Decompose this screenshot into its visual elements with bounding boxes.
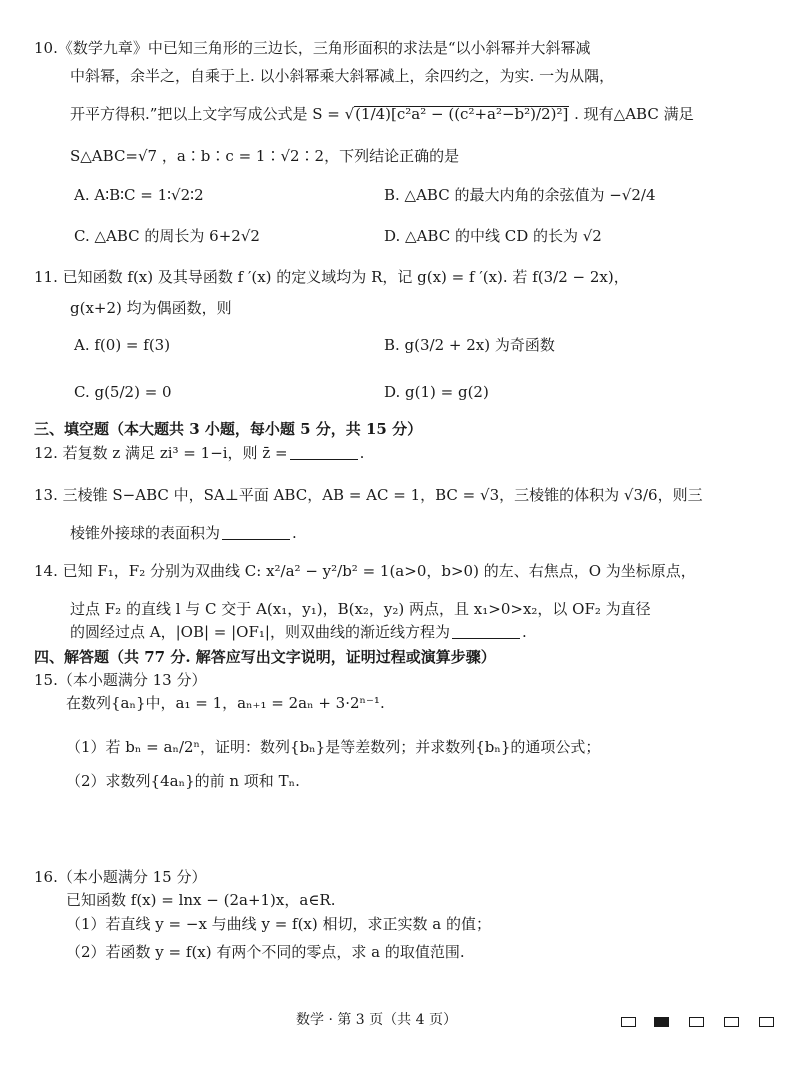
q10-line3-end: . 现有△ABC 满足 xyxy=(574,105,694,123)
page-indicator-5 xyxy=(759,1017,774,1027)
q15-part2: （2）求数列{4aₙ}的前 n 项和 Tₙ. xyxy=(66,772,300,790)
q16-part2: （2）若函数 y = f(x) 有两个不同的零点，求 a 的取值范围. xyxy=(66,943,465,961)
q16-heading: 16.（本小题满分 15 分） xyxy=(34,868,207,886)
q13-line2: 棱锥外接球的表面积为 . xyxy=(70,524,297,542)
q10-option-b: B. △ABC 的最大内角的余弦值为 −√2/4 xyxy=(384,186,656,204)
q16-line1: 已知函数 f(x) = lnx − (2a+1)x，a∈R. xyxy=(66,891,336,909)
q10-line4: S△ABC=√7 ，a∶b∶c = 1∶√2∶2，下列结论正确的是 xyxy=(70,147,460,165)
q10-option-d: D. △ABC 的中线 CD 的长为 √2 xyxy=(384,227,602,245)
page-footer: 数学 · 第 3 页（共 4 页） xyxy=(296,1012,457,1028)
q14-line1: 14. 已知 F₁，F₂ 分别为双曲线 C: x²/a² − y²/b² = 1(a>0，b>0) 的左、右焦点，O 为坐标原点， xyxy=(34,562,696,580)
q10-option-a: A. A∶B∶C = 1∶√2∶2 xyxy=(74,186,204,204)
q12-text: 12. 若复数 z 满足 zi³ = 1−i，则 z̄ = xyxy=(34,444,288,462)
q10-line2: 中斜幂，余半之，自乘于上. 以小斜幂乘大斜幂减上，余四约之，为实. 一为从隅， xyxy=(70,67,615,85)
q11-line2: g(x+2) 均为偶函数，则 xyxy=(70,299,232,317)
section-4-heading: 四、解答题（共 77 分. 解答应写出文字说明，证明过程或演算步骤） xyxy=(34,648,496,666)
q11-line1: 11. 已知函数 f(x) 及其导函数 f ′(x) 的定义域均为 R，记 g(x) = f ′(x). 若 f(3/2 − 2x)， xyxy=(34,268,629,286)
heron-formula: √(1/4)[c²a² − ((c²+a²−b²)/2)²] xyxy=(344,105,569,123)
q10-line3-text: 开平方得积.”把以上文字写成公式是 S = xyxy=(70,105,340,123)
q15-heading: 15.（本小题满分 13 分） xyxy=(34,671,207,689)
q12-line: 12. 若复数 z 满足 zi³ = 1−i，则 z̄ = . xyxy=(34,444,365,462)
q13-answer-blank[interactable] xyxy=(222,523,290,540)
q11-option-a: A. f(0) = f(3) xyxy=(74,336,171,354)
q14-line3: 的圆经过点 A，|OB| = |OF₁|，则双曲线的渐近线方程为 . xyxy=(70,623,527,641)
q10-option-c: C. △ABC 的周长为 6+2√2 xyxy=(74,227,260,245)
q16-part1: （1）若直线 y = −x 与曲线 y = f(x) 相切，求正实数 a 的值； xyxy=(66,915,491,933)
page-indicator-4 xyxy=(724,1017,739,1027)
page-indicator-3 xyxy=(689,1017,704,1027)
q12-answer-blank[interactable] xyxy=(290,443,358,460)
q14-answer-blank[interactable] xyxy=(452,622,520,639)
q11-option-c: C. g(5/2) = 0 xyxy=(74,383,172,401)
q13-line1: 13. 三棱锥 S−ABC 中，SA⊥平面 ABC，AB = AC = 1，BC = √3，三棱锥的体积为 √3/6，则三 xyxy=(34,486,703,504)
q10-line1: 10.《数学九章》中已知三角形的三边长，三角形面积的求法是“以小斜幂并大斜幂减 xyxy=(34,39,591,57)
q14-text: 的圆经过点 A，|OB| = |OF₁|，则双曲线的渐近线方程为 xyxy=(70,623,450,641)
page-indicator-2 xyxy=(654,1017,669,1027)
q15-line1: 在数列{aₙ}中，a₁ = 1，aₙ₊₁ = 2aₙ + 3·2ⁿ⁻¹. xyxy=(66,694,385,712)
q11-option-b: B. g(3/2 + 2x) 为奇函数 xyxy=(384,336,555,354)
section-3-heading: 三、填空题（本大题共 3 小题，每小题 5 分，共 15 分） xyxy=(34,420,423,438)
q14-line2: 过点 F₂ 的直线 l 与 C 交于 A(x₁，y₁)，B(x₂，y₂) 两点，且 x₁>0>x₂，以 OF₂ 为直径 xyxy=(70,600,651,618)
page-indicator-1 xyxy=(621,1017,636,1027)
q13-text: 棱锥外接球的表面积为 xyxy=(70,524,221,542)
q11-option-d: D. g(1) = g(2) xyxy=(384,383,489,401)
q10-line3 xyxy=(70,103,694,125)
q15-part1: （1）若 bₙ = aₙ/2ⁿ，证明：数列{bₙ}是等差数列；并求数列{bₙ}的通项公式； xyxy=(66,738,601,756)
